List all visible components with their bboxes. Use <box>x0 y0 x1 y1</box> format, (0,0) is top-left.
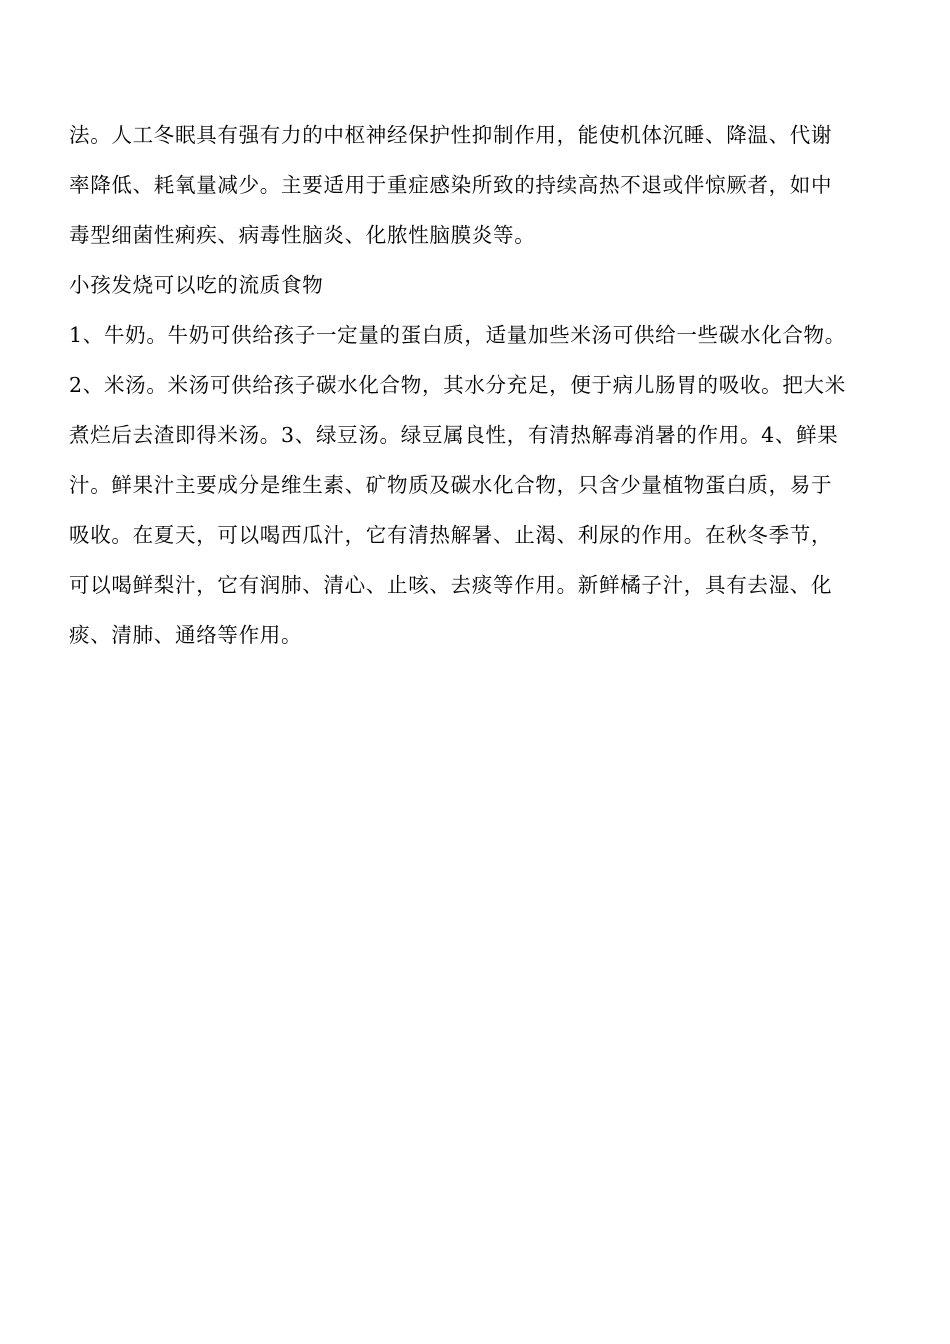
paragraph-line-8: 汁。鲜果汁主要成分是维生素、矿物质及碳水化合物，只含少量植物蛋白质，易于 <box>69 473 833 497</box>
section-heading: 小孩发烧可以吃的流质食物 <box>69 273 324 297</box>
paragraph-line-3: 毒型细菌性痢疾、病毒性脑炎、化脓性脑膜炎等。 <box>69 223 536 247</box>
paragraph-line-6: 2、米汤。米汤可供给孩子碳水化合物，其水分充足，便于病儿肠胃的吸收。把大米 <box>69 373 846 397</box>
paragraph-line-11: 痰、清肺、通络等作用。 <box>69 623 303 647</box>
paragraph-line-1: 法。人工冬眠具有强有力的中枢神经保护性抑制作用，能使机体沉睡、降温、代谢 <box>69 123 833 147</box>
paragraph-line-9: 吸收。在夏天，可以喝西瓜汁，它有清热解暑、止渴、利尿的作用。在秋冬季节， <box>69 523 833 547</box>
paragraph-line-2: 率降低、耗氧量减少。主要适用于重症感染所致的持续高热不退或伴惊厥者，如中 <box>69 173 833 197</box>
paragraph-line-7: 煮烂后去渣即得米汤。3、绿豆汤。绿豆属良性，有清热解毒消暑的作用。4、鲜果 <box>69 423 839 447</box>
paragraph-line-10: 可以喝鲜梨汁，它有润肺、清心、止咳、去痰等作用。新鲜橘子汁，具有去湿、化 <box>69 573 833 597</box>
paragraph-line-5: 1、牛奶。牛奶可供给孩子一定量的蛋白质，适量加些米汤可供给一些碳水化合物。 <box>69 323 846 347</box>
